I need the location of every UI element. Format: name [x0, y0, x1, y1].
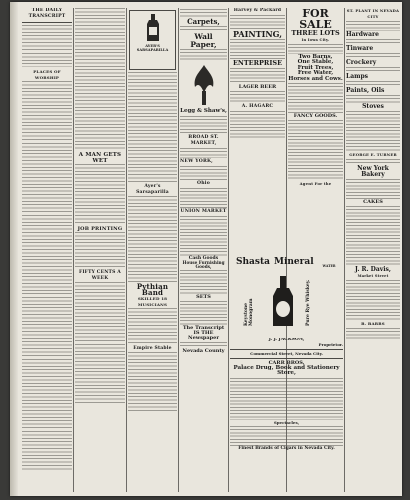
one-stable: One Stable, — [297, 59, 334, 65]
agent-for: Agent For the — [299, 181, 332, 186]
bottle-icon — [144, 14, 162, 42]
j-r-davis: J. R. Davis, — [354, 266, 392, 273]
commercial-street: Commercial Street, Nevada City. — [250, 350, 323, 356]
fruit-trees: Fruit Trees, — [297, 64, 334, 71]
column-1 — [22, 8, 72, 492]
shasta-heading: Shasta — [236, 257, 270, 267]
pure-rye-whiskey: Pure Rye Whiskey. — [306, 279, 311, 326]
notice-heading: PLACES OF WORSHIP — [33, 69, 61, 80]
col7-headline: ST. PLANT IN NEVADA CITY — [346, 8, 400, 19]
column-rule — [178, 8, 179, 492]
lamps: Lamps — [346, 73, 369, 80]
hardware: Hardware — [346, 31, 379, 38]
palace-drug: Palace Drug, Book and Stationery Store, — [233, 364, 340, 377]
fifty-cents-heading: FIFTY CENTS A WEEK — [78, 270, 121, 281]
column-rule — [344, 8, 345, 492]
ayers-heading: Ayer's Sarsaparilla — [136, 184, 169, 195]
b-barrs: B. BARRS — [361, 321, 385, 326]
union-market: UNION MARKET — [180, 208, 227, 214]
cash-goods: Cash Goods — [188, 255, 219, 261]
two-barns: Two Barns, — [298, 53, 333, 60]
legg-shaws: Legg & Shaw's, — [180, 108, 227, 114]
three-lots: THREE LOTS — [291, 29, 340, 37]
whiskey-bottle-icon — [270, 276, 296, 332]
ohio: Ohio — [197, 180, 210, 186]
column-3 — [128, 8, 177, 492]
lower-combined-ads — [230, 338, 343, 492]
newspaper: Newspaper — [188, 335, 219, 342]
jackson: J. J. JACKSON, — [268, 338, 305, 342]
finest-brands: Finest Brands of Cigars in Nevada City. — [238, 445, 335, 451]
new-york-bakery: New York Bakery — [357, 165, 389, 178]
tfa-heading: A MAN GETS WET — [78, 152, 122, 164]
transcript-is: The Transcript IS THE — [182, 325, 225, 337]
new-york: NEW YORK, — [180, 158, 213, 164]
a-hagarc: A. HAGARC — [241, 103, 274, 109]
for-sale-heading: FOR SALE — [299, 8, 332, 31]
nevada-county: Nevada County — [182, 348, 225, 355]
cakes: CAKES — [363, 199, 383, 205]
page-binding-edge — [10, 2, 18, 496]
lager-beer: LAGER BEER — [238, 83, 277, 90]
proprietor: Proprietor. — [318, 341, 343, 347]
free-water: Free Water, — [297, 70, 334, 76]
column-rule — [73, 8, 74, 492]
house-furnishing: House Furnishing Goods, — [182, 260, 225, 270]
spectacles: Spectacles, — [273, 419, 300, 425]
george-turner: GEORGE E. TURNER — [349, 152, 397, 157]
horses-cows: Horses and Cows. — [288, 75, 343, 82]
in-iowa-city: In Iowa City. — [301, 37, 330, 42]
column-7 — [346, 8, 400, 492]
column-4 — [180, 8, 227, 492]
painting-heading: PAINTING, — [232, 29, 283, 39]
enterprise-heading: ENTERPRISE — [232, 59, 283, 67]
broad-st-market: BROAD ST. MARKET, — [188, 134, 219, 146]
sets: SETS — [196, 294, 211, 301]
masthead: THE DAILY TRANSCRIPT — [28, 8, 66, 19]
paints-oils: Paints, Oils — [346, 87, 385, 94]
pythian-band: Pythian Band — [136, 282, 169, 297]
newspaper-page — [10, 2, 402, 496]
j-r-davis-sub: Market Street — [357, 274, 389, 278]
fleur-ornament-icon — [189, 63, 219, 107]
wall-paper-heading: Wall Paper, — [190, 32, 217, 49]
carr-bros: CARR BROS. — [268, 359, 305, 366]
skilled-musicians: SKILLED 18 MUSICIANS — [137, 296, 168, 307]
fancy-goods: FANCY GOODS. — [293, 113, 338, 119]
carpets-heading: Carpets, — [187, 17, 220, 26]
mineral-heading: Mineral — [274, 257, 314, 267]
sarsaparilla-ad — [129, 10, 176, 70]
crockery: Crockery — [346, 59, 377, 66]
stoves: Stoves — [362, 103, 384, 110]
tinware: Tinware — [346, 45, 374, 52]
column-rule — [228, 8, 229, 492]
shasta-water-label: WATER — [322, 264, 336, 268]
column-2 — [75, 8, 125, 492]
harvey-packard: Harvey & Packard — [233, 8, 282, 13]
job-printing-heading: JOB PRINTING — [77, 226, 123, 232]
shasta-ad — [230, 256, 343, 336]
keystone-monogram: Keystone Monogram — [244, 298, 254, 326]
column-rule — [126, 8, 127, 492]
column-6 — [288, 8, 343, 256]
bottle-label: AYER'S SARSAPARILLA — [136, 44, 169, 52]
empire-stable: Empire Stable — [133, 346, 172, 351]
